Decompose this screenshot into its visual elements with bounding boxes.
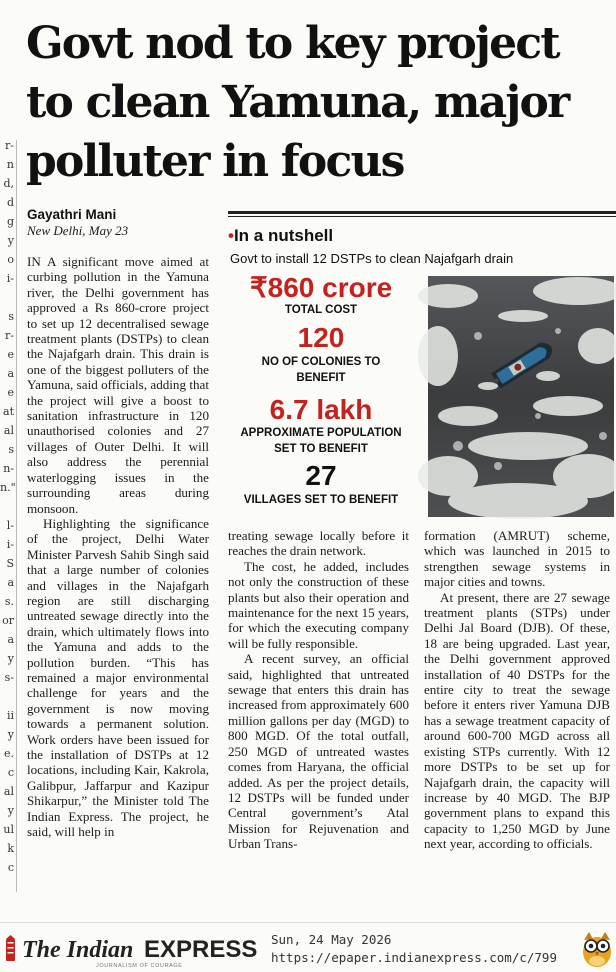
fragment-line: d	[6, 196, 14, 209]
print-stamp	[271, 931, 557, 967]
fragment-line: al	[3, 424, 14, 437]
fragment-line: o	[7, 253, 14, 266]
box-top-rule	[228, 211, 616, 214]
stat-value: 6.7 lakh	[269, 394, 373, 425]
fragment-line: g	[6, 215, 14, 228]
fragment-line: y	[7, 234, 14, 247]
fragment-line: r-	[5, 329, 14, 342]
fragment-line: n."	[0, 481, 16, 494]
stat-value: ₹860 crore	[249, 272, 393, 303]
fragment-line: al	[3, 785, 14, 798]
fragment-line: c	[7, 861, 14, 874]
article-paragraph: The cost, he added, includes not only the construction of these plants but also their operation and maintenance for the next 15 years, for which the executing company will be fully responsible.	[228, 558, 409, 651]
article-paragraph: Highlighting the significance of the project, Delhi Water Minister Parvesh Sahib Singh said that a large number of colonies and villages in the Najafgarh region are still discharging untreated sewage directly into the drain, which ultimately flows into the Yamuna and adds to the pollution burden. “This has remained a major environmental challenge for years and the government is now moving towards a permanent solution. Work orders have been issued for the installation of DSTPs at 12 locations, including Kair, Kakrola, Galibpur, Jaffarpur and Kazipur Shikarpur,” the Minister told The Indian Express. The project, he said, will help in	[27, 515, 209, 840]
fragment-line: ii	[6, 709, 14, 722]
fragment-line: k	[7, 842, 14, 855]
indian-express-logo	[4, 930, 266, 970]
logo-tagline: JOURNALISM OF COURAGE	[96, 963, 183, 969]
nutshell-title-text: In a nutshell	[233, 226, 334, 245]
article-paragraph: A recent survey, an official said, highlighted that untreated sewage that enters this drain has increased from approximately 600 million gallons per day (MGD) to 800 MGD. Of the total outfall, 250 MGD of untreated wastes comes from Haryana, the official added. As per the project details, 12 DSTPs will be funded under Central government’s Atal Mission for Rejuvenation and Urban Trans-	[228, 651, 409, 852]
fragment-line: a	[7, 576, 14, 589]
fragment-line: c	[7, 766, 14, 779]
column-divider	[16, 140, 17, 892]
fragment-line: s.	[4, 595, 14, 608]
stat-value: 120	[297, 322, 345, 353]
footer-rule	[0, 922, 616, 923]
stat-label: APPROXIMATE POPULATION SET TO BENEFIT	[240, 427, 402, 455]
fragment-line: e.	[3, 747, 14, 760]
fragment-line: y	[7, 728, 14, 741]
fragment-line: at	[3, 405, 14, 418]
fragment-line: r-	[5, 139, 14, 152]
article-paragraph: formation (AMRUT) scheme, which was launched in 2015 to strengthen sewage systems in major cities and towns.	[424, 528, 610, 590]
box-sub-rule	[228, 216, 616, 217]
fragment-line	[0, 292, 14, 311]
dateline: New Delhi, May 23	[27, 223, 129, 238]
fragment-line: or	[2, 614, 14, 627]
adjacent-article-fragment	[0, 140, 14, 892]
nutshell-title	[228, 226, 333, 246]
article-paragraph: treating sewage locally before it reaches the drain network.	[228, 528, 409, 559]
article-column-1	[27, 254, 209, 894]
logo-express-text: EXPRESS	[144, 936, 258, 963]
fragment-line: l-	[6, 519, 14, 532]
fragment-line: i-	[6, 272, 14, 285]
print-date: Sun, 24 May 2026	[271, 932, 392, 947]
fragment-line: s-	[4, 671, 14, 684]
fragment-line: ul	[3, 823, 14, 836]
fragment-line: n-	[3, 462, 14, 475]
stat-colonies	[232, 324, 410, 386]
fragment-line: i-	[6, 538, 14, 551]
fragment-line: d,	[3, 177, 14, 190]
article-column-3	[424, 528, 610, 894]
stat-label: NO OF COLONIES TO BENEFIT	[261, 356, 381, 384]
stat-label: VILLAGES SET TO BENEFIT	[243, 494, 399, 506]
stat-villages	[232, 462, 410, 508]
article-column-2	[228, 528, 409, 894]
byline	[27, 207, 128, 239]
fragment-line: y	[7, 652, 14, 665]
fragment-line: a	[7, 367, 14, 380]
fragment-line: s	[8, 310, 14, 323]
headline: Govt nod to key project to clean Yamuna, major polluter in focus	[26, 18, 569, 187]
fragment-line: S	[6, 557, 14, 570]
bullet-icon: •	[228, 226, 234, 245]
print-url[interactable]: https://epaper.indianexpress.com/c/799	[271, 950, 557, 965]
article-paragraph: IN A significant move aimed at curbing pollution in the Yamuna river, the Delhi government has approved a Rs 860-crore project to set up 12 decentralised sewage treatment plants (DSTPs) to clean the Najafgarh drain. This drain is one of the biggest polluters of the Yamuna, said officials, adding that the project will give a boost to sanitation infrastructure in 120 unauthorised colonies and 27 villages of Outer Delhi. It will also address the perennial waterlogging issues in the surrounding areas during monsoon.	[27, 254, 209, 516]
fragment-line: s	[8, 443, 14, 456]
fragment-line: y	[7, 804, 14, 817]
author-name: Gayathri Mani	[27, 207, 117, 222]
fragment-line: e	[7, 348, 14, 361]
article-paragraph: At present, there are 27 sewage treatment plants (STPs) under Delhi Jal Board (DJB). Of these, 18 are being upgraded. Last year, the Delhi government approved installation of 40 DSTPs for the entire city to treat the sewage before it enters river Yamuna DJB has a sewage treatment capacity of around 600-700 MGD across all existing STPs currently. With 12 more DSTPs to be set up for Najafgarh drain, the capacity will increase by 40 MGD. The BJP government plans to expand this capacity to 1,250 MGD by June next year, according to officials.	[424, 589, 610, 852]
stat-population	[232, 396, 410, 457]
fragment-line: a	[7, 633, 14, 646]
owl-mascot-icon	[580, 930, 614, 968]
fragment-line: n	[6, 158, 14, 171]
boat-photo	[428, 276, 614, 517]
nutshell-subtitle: Govt to install 12 DSTPs to clean Najafgarh drain	[230, 251, 514, 266]
fragment-line	[0, 691, 14, 710]
stat-total-cost	[232, 274, 410, 318]
stat-value: 27	[305, 460, 337, 491]
fragment-line: e	[7, 386, 14, 399]
stat-label: TOTAL COST	[284, 304, 358, 316]
fragment-line	[0, 501, 14, 520]
svg-text:The Indian: The Indian	[22, 937, 134, 963]
